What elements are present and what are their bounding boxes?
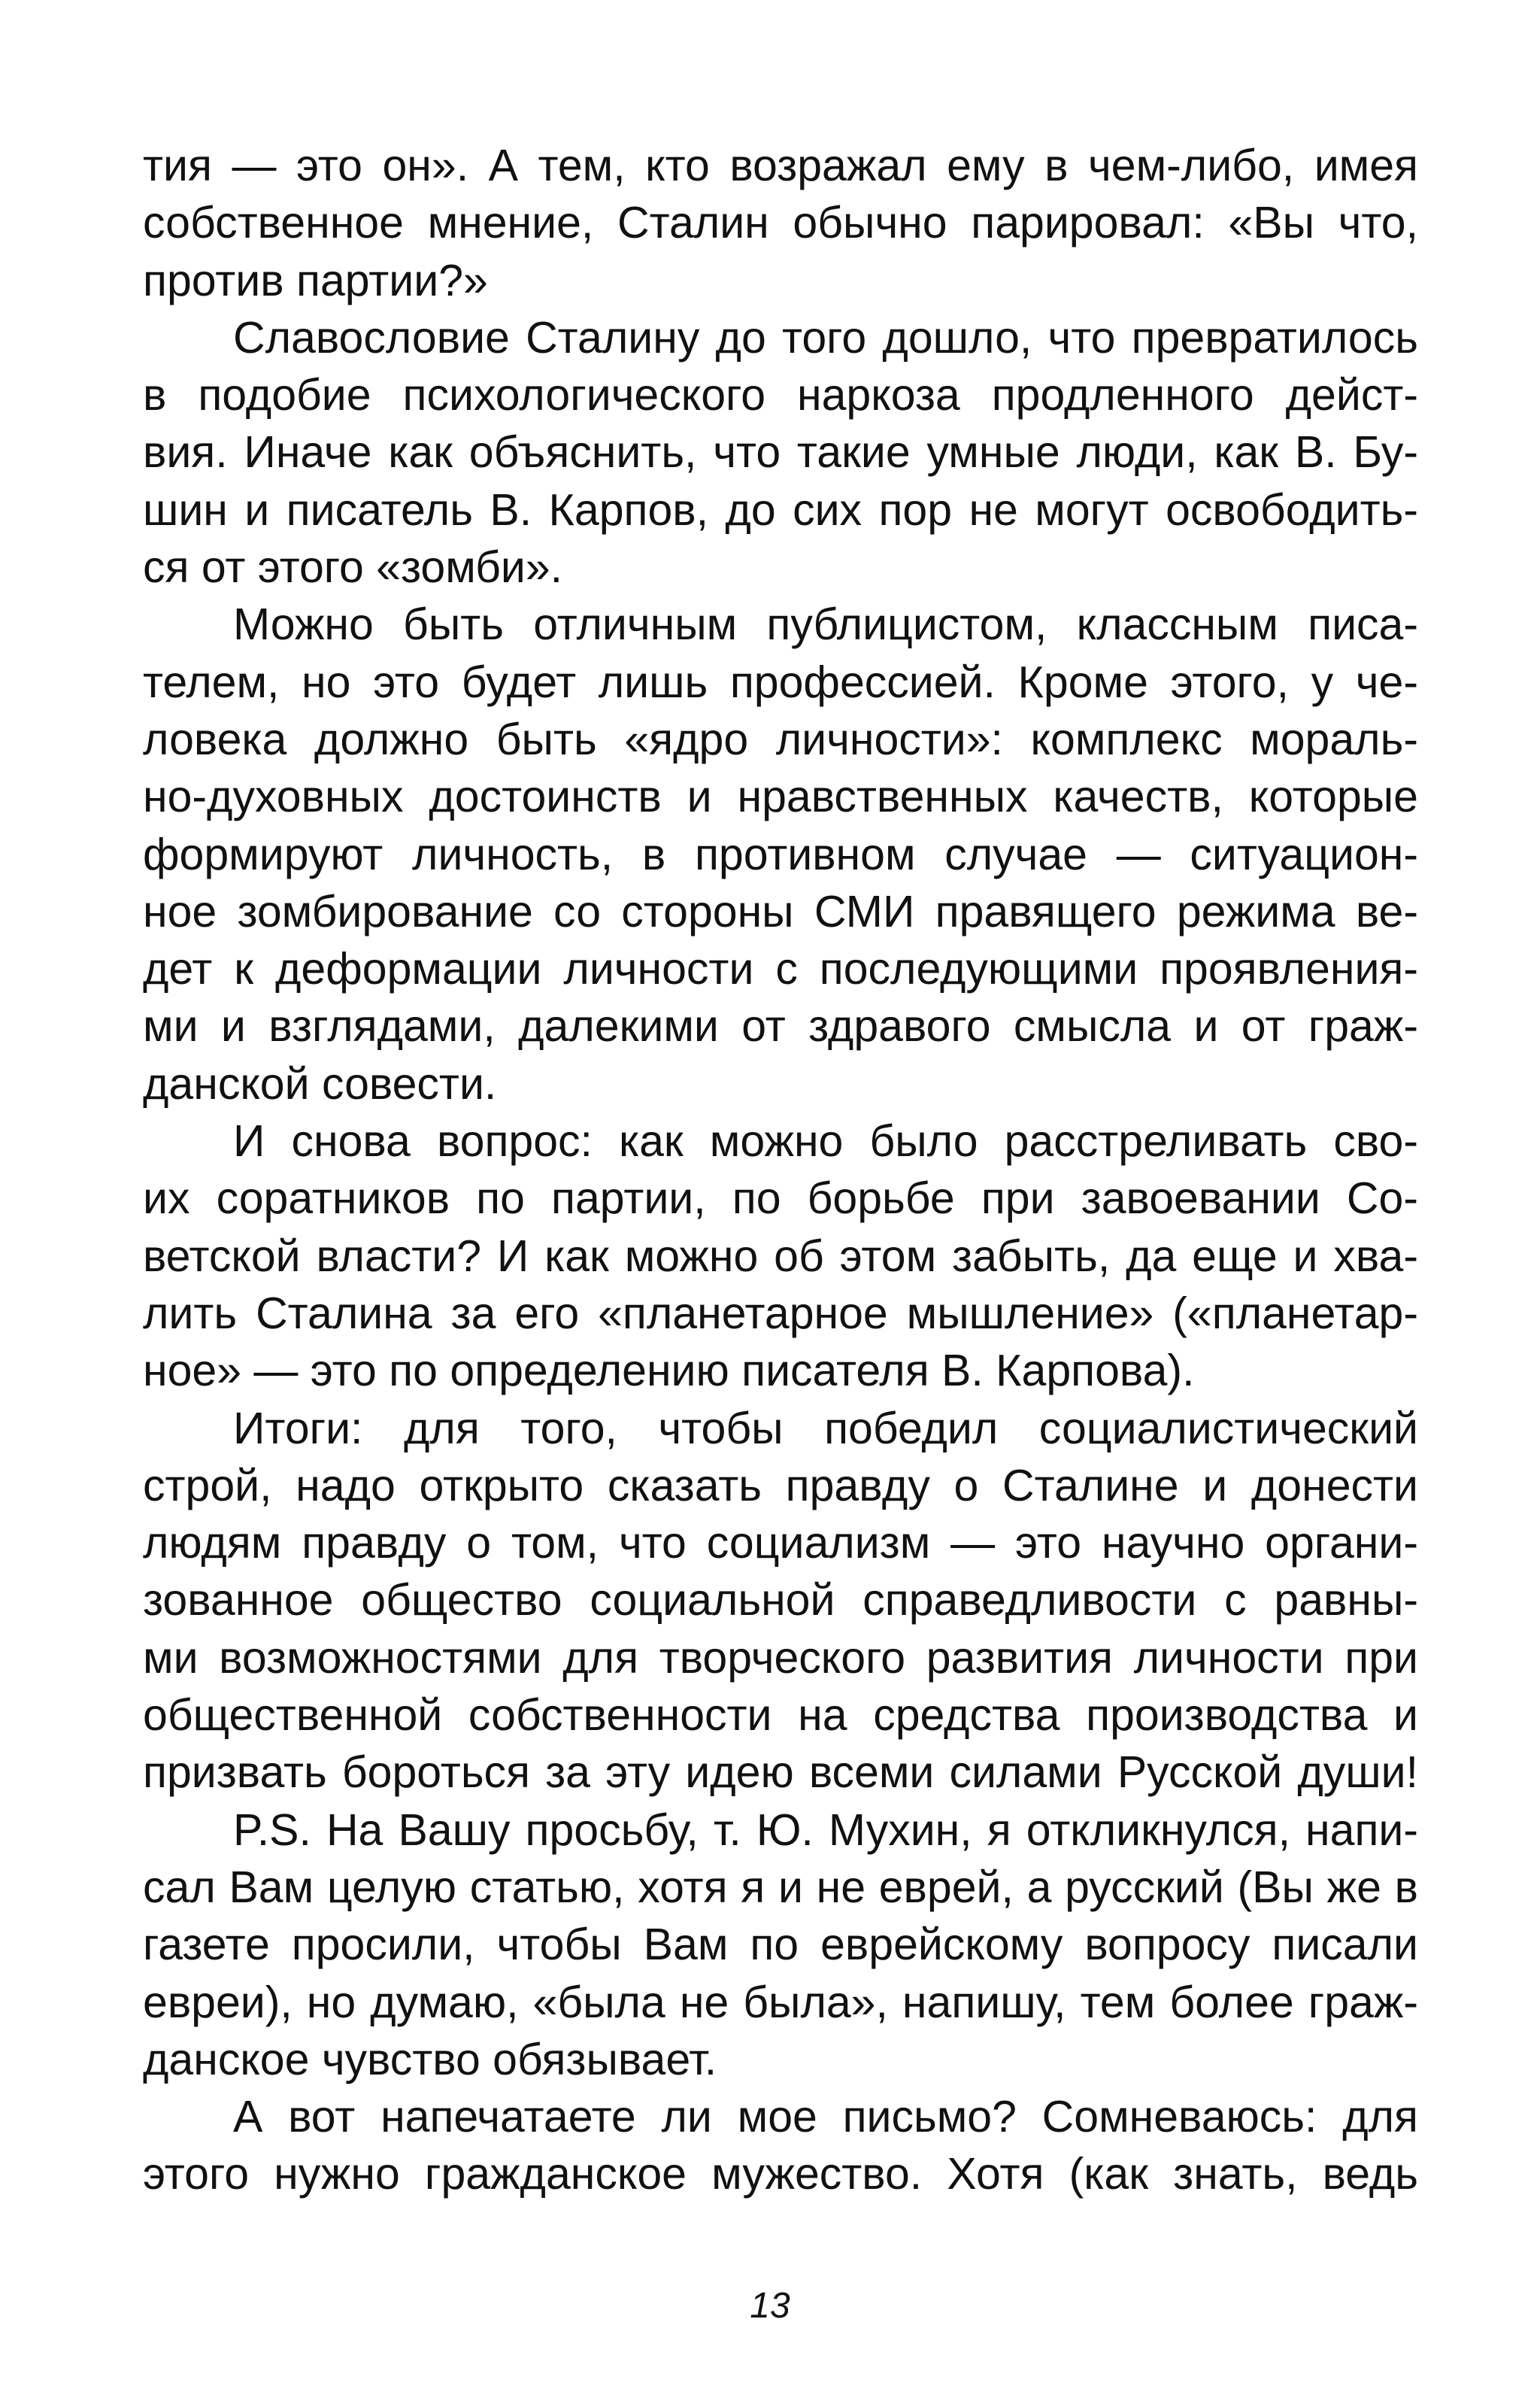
text-line: призвать бороться за эту идею всеми силами Русской души! — [143, 1747, 1418, 1798]
book-page-body — [143, 137, 1418, 2203]
text-line: ное» — это по определению писателя В. Карпова). — [143, 1346, 1195, 1396]
text-line: P.S. На Вашу просьбу, т. Ю. Мухин, я откликнулся, напи- — [233, 1805, 1418, 1855]
text-line: шин и писатель В. Карпов, до сих пор не могут освободить- — [143, 484, 1418, 535]
text-line: дет к деформации личности с последующими проявления- — [143, 944, 1418, 994]
page-number: 13 — [750, 2286, 790, 2326]
text-line: людям правду о том, что социализм — это научно органи- — [143, 1518, 1418, 1568]
text-line: Итоги: для того, чтобы победил социалистический — [233, 1403, 1418, 1453]
text-line: А вот напечатаете ли мое письмо? Сомневаюсь: для — [233, 2092, 1418, 2142]
text-line: против партии?» — [143, 255, 488, 305]
text-line: формируют личность, в противном случае — ситуацион- — [143, 829, 1418, 879]
text-line: этого нужно гражданское мужество. Хотя (как знать, ведь — [143, 2149, 1418, 2199]
text-line: ловека должно быть «ядро личности»: комплекс мораль- — [143, 714, 1418, 764]
text-line: но-духовных достоинств и нравственных качеств, которые — [143, 772, 1418, 822]
text-line: ми возможностями для творческого развития личности при — [143, 1632, 1418, 1683]
text-line: ми и взглядами, далекими от здравого смысла и от граж- — [143, 1001, 1418, 1052]
text-line: ветской власти? И как можно об этом забыть, да еще и хва- — [143, 1231, 1418, 1281]
text-line: Славословие Сталину до того дошло, что превратилось — [233, 312, 1418, 363]
text-line: И снова вопрос: как можно было расстреливать сво- — [233, 1116, 1418, 1167]
text-line: вия. Иначе как объяснить, что такие умные люди, как В. Бу- — [143, 427, 1418, 478]
text-line: данское чувство обязывает. — [143, 2034, 717, 2084]
text-line: Можно быть отличным публицистом, классным писа- — [233, 599, 1418, 650]
text-line: газете просили, чтобы Вам по еврейскому вопросу писали — [143, 1920, 1418, 1970]
text-line: данской совести. — [143, 1058, 497, 1109]
text-line: зованное общество социальной справедливости с равны- — [143, 1575, 1418, 1625]
text-line: телем, но это будет лишь профессией. Кроме этого, у че- — [143, 657, 1418, 707]
text-line: в подобие психологического наркоза продленного дейст- — [143, 370, 1418, 420]
text-line: тия — это он». А тем, кто возражал ему в чем-либо, имея — [143, 141, 1418, 190]
text-line: собственное мнение, Сталин обычно парировал: «Вы что, — [143, 198, 1418, 248]
text-line: ся от этого «зомби». — [143, 542, 563, 593]
text-line: их соратников по партии, по борьбе при завоевании Со- — [143, 1173, 1418, 1224]
text-line: сал Вам целую статью, хотя я и не еврей, а русский (Вы же в — [143, 1862, 1418, 1912]
text-line: строй, надо открыто сказать правду о Сталине и донести — [143, 1460, 1418, 1510]
text-line: ное зомбирование со стороны СМИ правящего режима ве- — [143, 886, 1418, 936]
text-line: евреи), но думаю, «была не была», напишу, тем более граж- — [143, 1977, 1418, 2027]
text-line: общественной собственности на средства производства и — [143, 1690, 1418, 1741]
text-line: лить Сталина за его «планетарное мышление» («планетар- — [143, 1288, 1418, 1338]
